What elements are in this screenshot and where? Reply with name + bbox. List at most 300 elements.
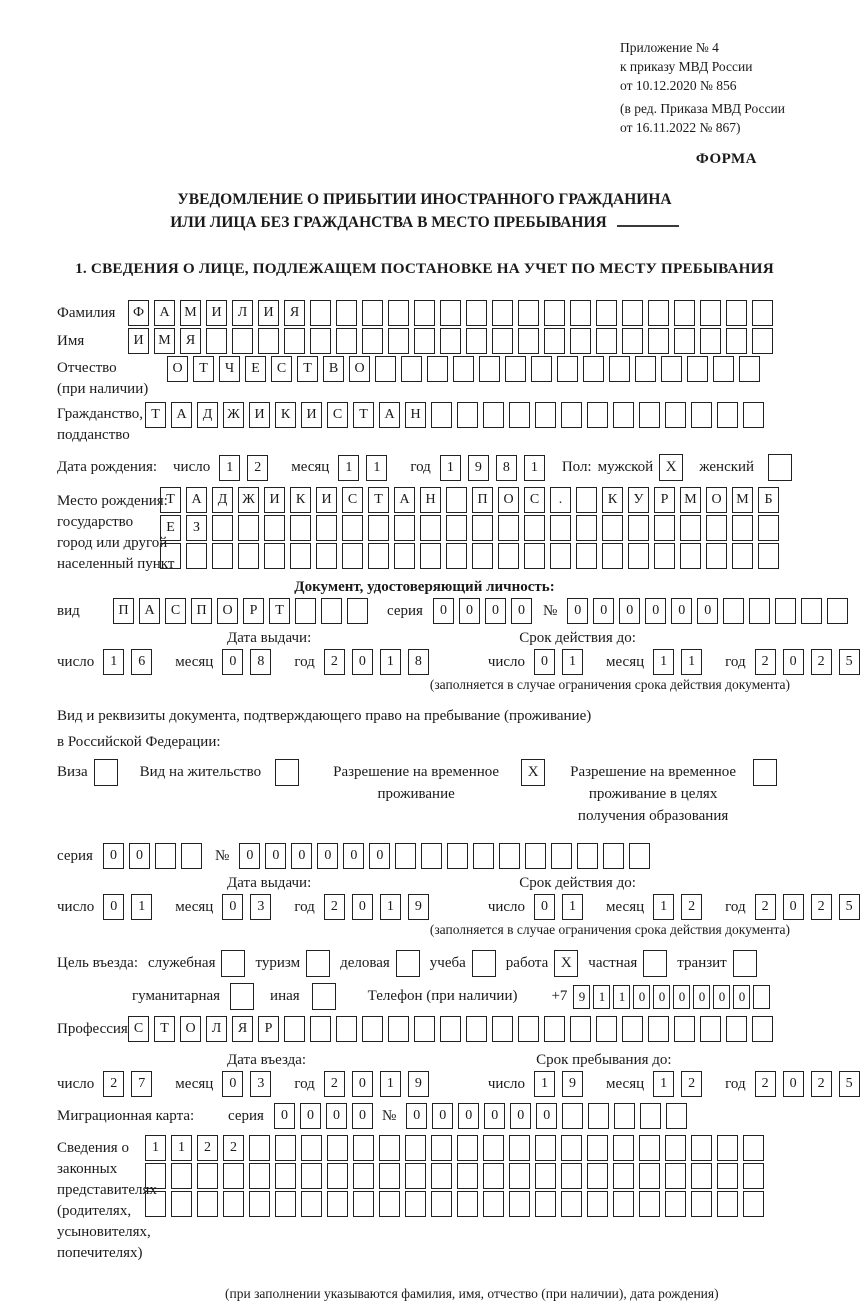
char-cell[interactable]: Е bbox=[160, 515, 181, 541]
residence-permit-checkbox[interactable] bbox=[275, 759, 299, 786]
char-cell[interactable] bbox=[440, 300, 461, 326]
char-cell[interactable] bbox=[717, 1191, 738, 1217]
birthplace-input-line1[interactable] bbox=[160, 487, 784, 513]
birthdate-input[interactable] bbox=[173, 455, 552, 481]
char-cell[interactable]: И bbox=[128, 328, 149, 354]
char-cell[interactable] bbox=[661, 356, 682, 382]
char-cell[interactable] bbox=[301, 1135, 322, 1161]
char-cell[interactable] bbox=[758, 543, 779, 569]
char-cell[interactable]: 3 bbox=[250, 1071, 271, 1097]
char-cell[interactable] bbox=[613, 1135, 634, 1161]
char-cell[interactable]: О bbox=[180, 1016, 201, 1042]
char-cell[interactable]: 0 bbox=[645, 598, 666, 624]
char-cell[interactable] bbox=[577, 843, 598, 869]
char-cell[interactable]: 0 bbox=[326, 1103, 347, 1129]
char-cell[interactable]: Т bbox=[368, 487, 389, 513]
char-cell[interactable] bbox=[420, 543, 441, 569]
char-cell[interactable] bbox=[700, 328, 721, 354]
char-cell[interactable] bbox=[775, 598, 796, 624]
char-cell[interactable] bbox=[238, 515, 259, 541]
char-cell[interactable] bbox=[223, 1191, 244, 1217]
char-cell[interactable]: Е bbox=[245, 356, 266, 382]
char-cell[interactable] bbox=[492, 328, 513, 354]
char-cell[interactable] bbox=[379, 1135, 400, 1161]
char-cell[interactable]: 1 bbox=[613, 985, 630, 1009]
char-cell[interactable] bbox=[431, 1135, 452, 1161]
char-cell[interactable] bbox=[290, 543, 311, 569]
char-cell[interactable]: 0 bbox=[511, 598, 532, 624]
char-cell[interactable]: С bbox=[524, 487, 545, 513]
char-cell[interactable] bbox=[427, 356, 448, 382]
char-cell[interactable] bbox=[561, 1191, 582, 1217]
char-cell[interactable]: 0 bbox=[239, 843, 260, 869]
char-cell[interactable] bbox=[691, 1191, 712, 1217]
char-cell[interactable] bbox=[388, 1016, 409, 1042]
char-cell[interactable]: 0 bbox=[671, 598, 692, 624]
char-cell[interactable]: 1 bbox=[338, 455, 359, 481]
char-cell[interactable]: 0 bbox=[510, 1103, 531, 1129]
char-cell[interactable] bbox=[420, 515, 441, 541]
char-cell[interactable]: 0 bbox=[432, 1103, 453, 1129]
char-cell[interactable] bbox=[509, 1191, 530, 1217]
char-cell[interactable]: Н bbox=[405, 402, 426, 428]
char-cell[interactable]: 0 bbox=[693, 985, 710, 1009]
char-cell[interactable]: 5 bbox=[839, 894, 860, 920]
char-cell[interactable]: А bbox=[139, 598, 160, 624]
representatives-input-line2[interactable] bbox=[145, 1163, 769, 1189]
char-cell[interactable]: 1 bbox=[534, 1071, 555, 1097]
char-cell[interactable] bbox=[588, 1103, 609, 1129]
visa-checkbox[interactable] bbox=[94, 759, 118, 786]
char-cell[interactable] bbox=[362, 328, 383, 354]
char-cell[interactable] bbox=[700, 1016, 721, 1042]
char-cell[interactable]: 1 bbox=[103, 649, 124, 675]
char-cell[interactable] bbox=[457, 1135, 478, 1161]
char-cell[interactable]: М bbox=[154, 328, 175, 354]
stay-doc-valid-date[interactable] bbox=[488, 894, 867, 920]
char-cell[interactable] bbox=[197, 1191, 218, 1217]
char-cell[interactable]: П bbox=[472, 487, 493, 513]
char-cell[interactable] bbox=[557, 356, 578, 382]
char-cell[interactable] bbox=[648, 1016, 669, 1042]
char-cell[interactable] bbox=[622, 300, 643, 326]
char-cell[interactable] bbox=[583, 356, 604, 382]
char-cell[interactable]: 2 bbox=[755, 649, 776, 675]
char-cell[interactable] bbox=[674, 300, 695, 326]
char-cell[interactable] bbox=[518, 1016, 539, 1042]
char-cell[interactable] bbox=[743, 1135, 764, 1161]
char-cell[interactable]: 0 bbox=[593, 598, 614, 624]
char-cell[interactable] bbox=[570, 300, 591, 326]
char-cell[interactable]: Я bbox=[232, 1016, 253, 1042]
char-cell[interactable] bbox=[145, 1191, 166, 1217]
char-cell[interactable]: 2 bbox=[811, 894, 832, 920]
char-cell[interactable]: У bbox=[628, 487, 649, 513]
char-cell[interactable]: Т bbox=[160, 487, 181, 513]
char-cell[interactable]: О bbox=[349, 356, 370, 382]
char-cell[interactable] bbox=[622, 1016, 643, 1042]
char-cell[interactable]: Т bbox=[297, 356, 318, 382]
char-cell[interactable]: 1 bbox=[681, 649, 702, 675]
char-cell[interactable]: О bbox=[498, 487, 519, 513]
char-cell[interactable] bbox=[639, 1191, 660, 1217]
char-cell[interactable] bbox=[518, 300, 539, 326]
char-cell[interactable] bbox=[421, 843, 442, 869]
char-cell[interactable] bbox=[310, 1016, 331, 1042]
char-cell[interactable] bbox=[453, 356, 474, 382]
char-cell[interactable] bbox=[706, 543, 727, 569]
char-cell[interactable]: 0 bbox=[291, 843, 312, 869]
char-cell[interactable]: 0 bbox=[619, 598, 640, 624]
char-cell[interactable] bbox=[665, 1163, 686, 1189]
char-cell[interactable]: М bbox=[732, 487, 753, 513]
char-cell[interactable] bbox=[717, 1135, 738, 1161]
char-cell[interactable]: 0 bbox=[352, 1071, 373, 1097]
char-cell[interactable]: К bbox=[275, 402, 296, 428]
purpose-humanitarian-checkbox[interactable] bbox=[230, 983, 254, 1010]
char-cell[interactable] bbox=[431, 1191, 452, 1217]
char-cell[interactable] bbox=[561, 402, 582, 428]
char-cell[interactable] bbox=[379, 1191, 400, 1217]
char-cell[interactable] bbox=[551, 843, 572, 869]
char-cell[interactable] bbox=[691, 1135, 712, 1161]
char-cell[interactable] bbox=[587, 402, 608, 428]
char-cell[interactable] bbox=[509, 1163, 530, 1189]
char-cell[interactable] bbox=[483, 402, 504, 428]
char-cell[interactable] bbox=[535, 402, 556, 428]
char-cell[interactable]: 9 bbox=[408, 1071, 429, 1097]
char-cell[interactable]: Я bbox=[180, 328, 201, 354]
char-cell[interactable] bbox=[570, 328, 591, 354]
char-cell[interactable]: 2 bbox=[681, 894, 702, 920]
char-cell[interactable] bbox=[635, 356, 656, 382]
profession-input[interactable] bbox=[128, 1016, 778, 1042]
char-cell[interactable] bbox=[232, 328, 253, 354]
char-cell[interactable]: Д bbox=[212, 487, 233, 513]
char-cell[interactable]: С bbox=[342, 487, 363, 513]
char-cell[interactable]: 8 bbox=[408, 649, 429, 675]
char-cell[interactable] bbox=[440, 328, 461, 354]
char-cell[interactable]: А bbox=[394, 487, 415, 513]
char-cell[interactable] bbox=[316, 543, 337, 569]
char-cell[interactable]: Я bbox=[284, 300, 305, 326]
id-doc-number-input[interactable] bbox=[567, 598, 853, 624]
char-cell[interactable]: А bbox=[186, 487, 207, 513]
char-cell[interactable]: 0 bbox=[222, 649, 243, 675]
char-cell[interactable] bbox=[394, 515, 415, 541]
char-cell[interactable] bbox=[472, 543, 493, 569]
char-cell[interactable] bbox=[310, 328, 331, 354]
id-doc-issue-date[interactable] bbox=[57, 649, 436, 675]
char-cell[interactable] bbox=[353, 1191, 374, 1217]
char-cell[interactable] bbox=[492, 1016, 513, 1042]
char-cell[interactable]: Б bbox=[758, 487, 779, 513]
char-cell[interactable]: Т bbox=[353, 402, 374, 428]
char-cell[interactable] bbox=[544, 1016, 565, 1042]
char-cell[interactable]: 1 bbox=[131, 894, 152, 920]
char-cell[interactable]: 0 bbox=[783, 894, 804, 920]
char-cell[interactable]: Л bbox=[206, 1016, 227, 1042]
char-cell[interactable]: 0 bbox=[343, 843, 364, 869]
temp-residence-edu-checkbox[interactable] bbox=[753, 759, 777, 786]
char-cell[interactable] bbox=[414, 1016, 435, 1042]
char-cell[interactable]: О bbox=[167, 356, 188, 382]
char-cell[interactable] bbox=[181, 843, 202, 869]
char-cell[interactable] bbox=[388, 328, 409, 354]
purpose-tourism-checkbox[interactable] bbox=[306, 950, 330, 977]
char-cell[interactable]: 1 bbox=[145, 1135, 166, 1161]
char-cell[interactable]: 0 bbox=[433, 598, 454, 624]
char-cell[interactable]: И bbox=[264, 487, 285, 513]
char-cell[interactable] bbox=[758, 515, 779, 541]
char-cell[interactable]: 2 bbox=[811, 649, 832, 675]
char-cell[interactable]: 0 bbox=[103, 843, 124, 869]
char-cell[interactable]: М bbox=[180, 300, 201, 326]
char-cell[interactable] bbox=[295, 598, 316, 624]
char-cell[interactable] bbox=[674, 1016, 695, 1042]
char-cell[interactable] bbox=[753, 985, 770, 1009]
char-cell[interactable]: 0 bbox=[274, 1103, 295, 1129]
representatives-input-line1[interactable] bbox=[145, 1135, 769, 1161]
char-cell[interactable]: Д bbox=[197, 402, 218, 428]
char-cell[interactable] bbox=[145, 1163, 166, 1189]
char-cell[interactable] bbox=[342, 515, 363, 541]
char-cell[interactable]: А bbox=[171, 402, 192, 428]
char-cell[interactable] bbox=[264, 515, 285, 541]
purpose-work-checkbox[interactable]: X bbox=[554, 950, 578, 977]
char-cell[interactable] bbox=[827, 598, 848, 624]
char-cell[interactable] bbox=[550, 543, 571, 569]
char-cell[interactable]: 1 bbox=[562, 894, 583, 920]
char-cell[interactable] bbox=[473, 843, 494, 869]
char-cell[interactable]: Ж bbox=[223, 402, 244, 428]
char-cell[interactable] bbox=[284, 1016, 305, 1042]
char-cell[interactable] bbox=[525, 843, 546, 869]
char-cell[interactable] bbox=[466, 328, 487, 354]
char-cell[interactable] bbox=[431, 402, 452, 428]
char-cell[interactable] bbox=[327, 1163, 348, 1189]
char-cell[interactable]: 0 bbox=[536, 1103, 557, 1129]
char-cell[interactable]: . bbox=[550, 487, 571, 513]
char-cell[interactable]: 0 bbox=[697, 598, 718, 624]
char-cell[interactable]: С bbox=[128, 1016, 149, 1042]
char-cell[interactable] bbox=[726, 1016, 747, 1042]
char-cell[interactable]: 0 bbox=[300, 1103, 321, 1129]
char-cell[interactable]: 5 bbox=[839, 649, 860, 675]
char-cell[interactable] bbox=[483, 1135, 504, 1161]
char-cell[interactable] bbox=[212, 543, 233, 569]
char-cell[interactable] bbox=[155, 843, 176, 869]
char-cell[interactable] bbox=[531, 356, 552, 382]
char-cell[interactable] bbox=[648, 328, 669, 354]
mc-series-input[interactable] bbox=[274, 1103, 378, 1129]
patronymic-input[interactable] bbox=[167, 356, 765, 382]
char-cell[interactable] bbox=[726, 328, 747, 354]
char-cell[interactable] bbox=[613, 402, 634, 428]
char-cell[interactable]: 0 bbox=[485, 598, 506, 624]
char-cell[interactable] bbox=[466, 300, 487, 326]
char-cell[interactable] bbox=[446, 515, 467, 541]
char-cell[interactable] bbox=[275, 1135, 296, 1161]
char-cell[interactable] bbox=[535, 1135, 556, 1161]
char-cell[interactable]: Р bbox=[258, 1016, 279, 1042]
char-cell[interactable] bbox=[472, 515, 493, 541]
char-cell[interactable]: И bbox=[316, 487, 337, 513]
char-cell[interactable] bbox=[342, 543, 363, 569]
char-cell[interactable] bbox=[700, 300, 721, 326]
char-cell[interactable]: 9 bbox=[573, 985, 590, 1009]
char-cell[interactable] bbox=[171, 1191, 192, 1217]
char-cell[interactable]: 2 bbox=[223, 1135, 244, 1161]
char-cell[interactable] bbox=[732, 515, 753, 541]
char-cell[interactable] bbox=[405, 1135, 426, 1161]
char-cell[interactable] bbox=[336, 300, 357, 326]
char-cell[interactable] bbox=[284, 328, 305, 354]
char-cell[interactable]: 0 bbox=[103, 894, 124, 920]
char-cell[interactable]: 0 bbox=[222, 1071, 243, 1097]
char-cell[interactable]: О bbox=[217, 598, 238, 624]
char-cell[interactable]: И bbox=[301, 402, 322, 428]
char-cell[interactable] bbox=[596, 328, 617, 354]
char-cell[interactable] bbox=[562, 1103, 583, 1129]
char-cell[interactable] bbox=[186, 543, 207, 569]
mc-number-input[interactable] bbox=[406, 1103, 692, 1129]
char-cell[interactable] bbox=[362, 1016, 383, 1042]
char-cell[interactable] bbox=[654, 543, 675, 569]
char-cell[interactable] bbox=[368, 543, 389, 569]
sex-female-checkbox[interactable] bbox=[768, 454, 792, 481]
char-cell[interactable]: 1 bbox=[380, 649, 401, 675]
char-cell[interactable]: 0 bbox=[567, 598, 588, 624]
char-cell[interactable] bbox=[654, 515, 675, 541]
char-cell[interactable]: К bbox=[290, 487, 311, 513]
char-cell[interactable] bbox=[752, 300, 773, 326]
char-cell[interactable] bbox=[723, 598, 744, 624]
char-cell[interactable] bbox=[576, 515, 597, 541]
char-cell[interactable] bbox=[628, 515, 649, 541]
char-cell[interactable] bbox=[264, 543, 285, 569]
char-cell[interactable] bbox=[717, 1163, 738, 1189]
char-cell[interactable] bbox=[206, 328, 227, 354]
char-cell[interactable]: 2 bbox=[103, 1071, 124, 1097]
sex-male-checkbox[interactable]: X bbox=[659, 454, 683, 481]
char-cell[interactable] bbox=[394, 543, 415, 569]
char-cell[interactable] bbox=[160, 543, 181, 569]
char-cell[interactable]: В bbox=[323, 356, 344, 382]
char-cell[interactable] bbox=[726, 300, 747, 326]
char-cell[interactable] bbox=[640, 1103, 661, 1129]
char-cell[interactable]: 0 bbox=[673, 985, 690, 1009]
char-cell[interactable] bbox=[596, 300, 617, 326]
char-cell[interactable]: 1 bbox=[653, 1071, 674, 1097]
char-cell[interactable] bbox=[561, 1135, 582, 1161]
char-cell[interactable] bbox=[576, 487, 597, 513]
char-cell[interactable]: Т bbox=[154, 1016, 175, 1042]
char-cell[interactable]: 1 bbox=[653, 649, 674, 675]
char-cell[interactable]: 8 bbox=[250, 649, 271, 675]
char-cell[interactable] bbox=[405, 1163, 426, 1189]
char-cell[interactable] bbox=[401, 356, 422, 382]
char-cell[interactable] bbox=[249, 1163, 270, 1189]
char-cell[interactable] bbox=[301, 1191, 322, 1217]
char-cell[interactable]: 0 bbox=[352, 894, 373, 920]
char-cell[interactable]: 0 bbox=[317, 843, 338, 869]
char-cell[interactable] bbox=[665, 1135, 686, 1161]
char-cell[interactable] bbox=[498, 515, 519, 541]
char-cell[interactable]: О bbox=[706, 487, 727, 513]
char-cell[interactable]: Л bbox=[232, 300, 253, 326]
char-cell[interactable]: 0 bbox=[534, 649, 555, 675]
char-cell[interactable]: 7 bbox=[131, 1071, 152, 1097]
purpose-official-checkbox[interactable] bbox=[221, 950, 245, 977]
char-cell[interactable] bbox=[639, 402, 660, 428]
char-cell[interactable]: 6 bbox=[131, 649, 152, 675]
char-cell[interactable]: 0 bbox=[484, 1103, 505, 1129]
char-cell[interactable]: 1 bbox=[593, 985, 610, 1009]
char-cell[interactable]: 1 bbox=[171, 1135, 192, 1161]
char-cell[interactable] bbox=[440, 1016, 461, 1042]
id-doc-kind-input[interactable] bbox=[113, 598, 373, 624]
purpose-business-checkbox[interactable] bbox=[396, 950, 420, 977]
char-cell[interactable] bbox=[576, 543, 597, 569]
char-cell[interactable] bbox=[327, 1135, 348, 1161]
char-cell[interactable]: 1 bbox=[380, 894, 401, 920]
char-cell[interactable]: Т bbox=[193, 356, 214, 382]
char-cell[interactable] bbox=[622, 328, 643, 354]
char-cell[interactable] bbox=[602, 543, 623, 569]
char-cell[interactable]: 0 bbox=[459, 598, 480, 624]
char-cell[interactable]: 2 bbox=[247, 455, 268, 481]
birthplace-input-line3[interactable] bbox=[160, 543, 784, 569]
char-cell[interactable] bbox=[706, 515, 727, 541]
char-cell[interactable] bbox=[347, 598, 368, 624]
char-cell[interactable] bbox=[674, 328, 695, 354]
char-cell[interactable] bbox=[609, 356, 630, 382]
char-cell[interactable] bbox=[648, 300, 669, 326]
char-cell[interactable] bbox=[362, 300, 383, 326]
char-cell[interactable] bbox=[628, 543, 649, 569]
citizenship-input[interactable] bbox=[145, 402, 769, 428]
id-doc-valid-date[interactable] bbox=[488, 649, 867, 675]
char-cell[interactable] bbox=[223, 1163, 244, 1189]
stay-doc-issue-date[interactable] bbox=[57, 894, 436, 920]
char-cell[interactable]: 0 bbox=[534, 894, 555, 920]
entry-date-input[interactable] bbox=[57, 1071, 436, 1097]
char-cell[interactable]: К bbox=[602, 487, 623, 513]
char-cell[interactable] bbox=[535, 1191, 556, 1217]
char-cell[interactable] bbox=[518, 328, 539, 354]
char-cell[interactable]: С bbox=[327, 402, 348, 428]
char-cell[interactable] bbox=[535, 1163, 556, 1189]
firstname-input[interactable] bbox=[128, 328, 778, 354]
char-cell[interactable] bbox=[375, 356, 396, 382]
temp-residence-checkbox[interactable]: X bbox=[521, 759, 545, 786]
char-cell[interactable]: 1 bbox=[380, 1071, 401, 1097]
char-cell[interactable] bbox=[544, 300, 565, 326]
id-doc-series-input[interactable] bbox=[433, 598, 537, 624]
char-cell[interactable] bbox=[752, 328, 773, 354]
phone-input[interactable] bbox=[573, 985, 773, 1009]
purpose-study-checkbox[interactable] bbox=[472, 950, 496, 977]
char-cell[interactable] bbox=[524, 543, 545, 569]
char-cell[interactable]: 1 bbox=[653, 894, 674, 920]
char-cell[interactable] bbox=[446, 487, 467, 513]
char-cell[interactable]: Ж bbox=[238, 487, 259, 513]
char-cell[interactable] bbox=[602, 515, 623, 541]
char-cell[interactable]: С bbox=[271, 356, 292, 382]
char-cell[interactable]: Ф bbox=[128, 300, 149, 326]
char-cell[interactable] bbox=[801, 598, 822, 624]
